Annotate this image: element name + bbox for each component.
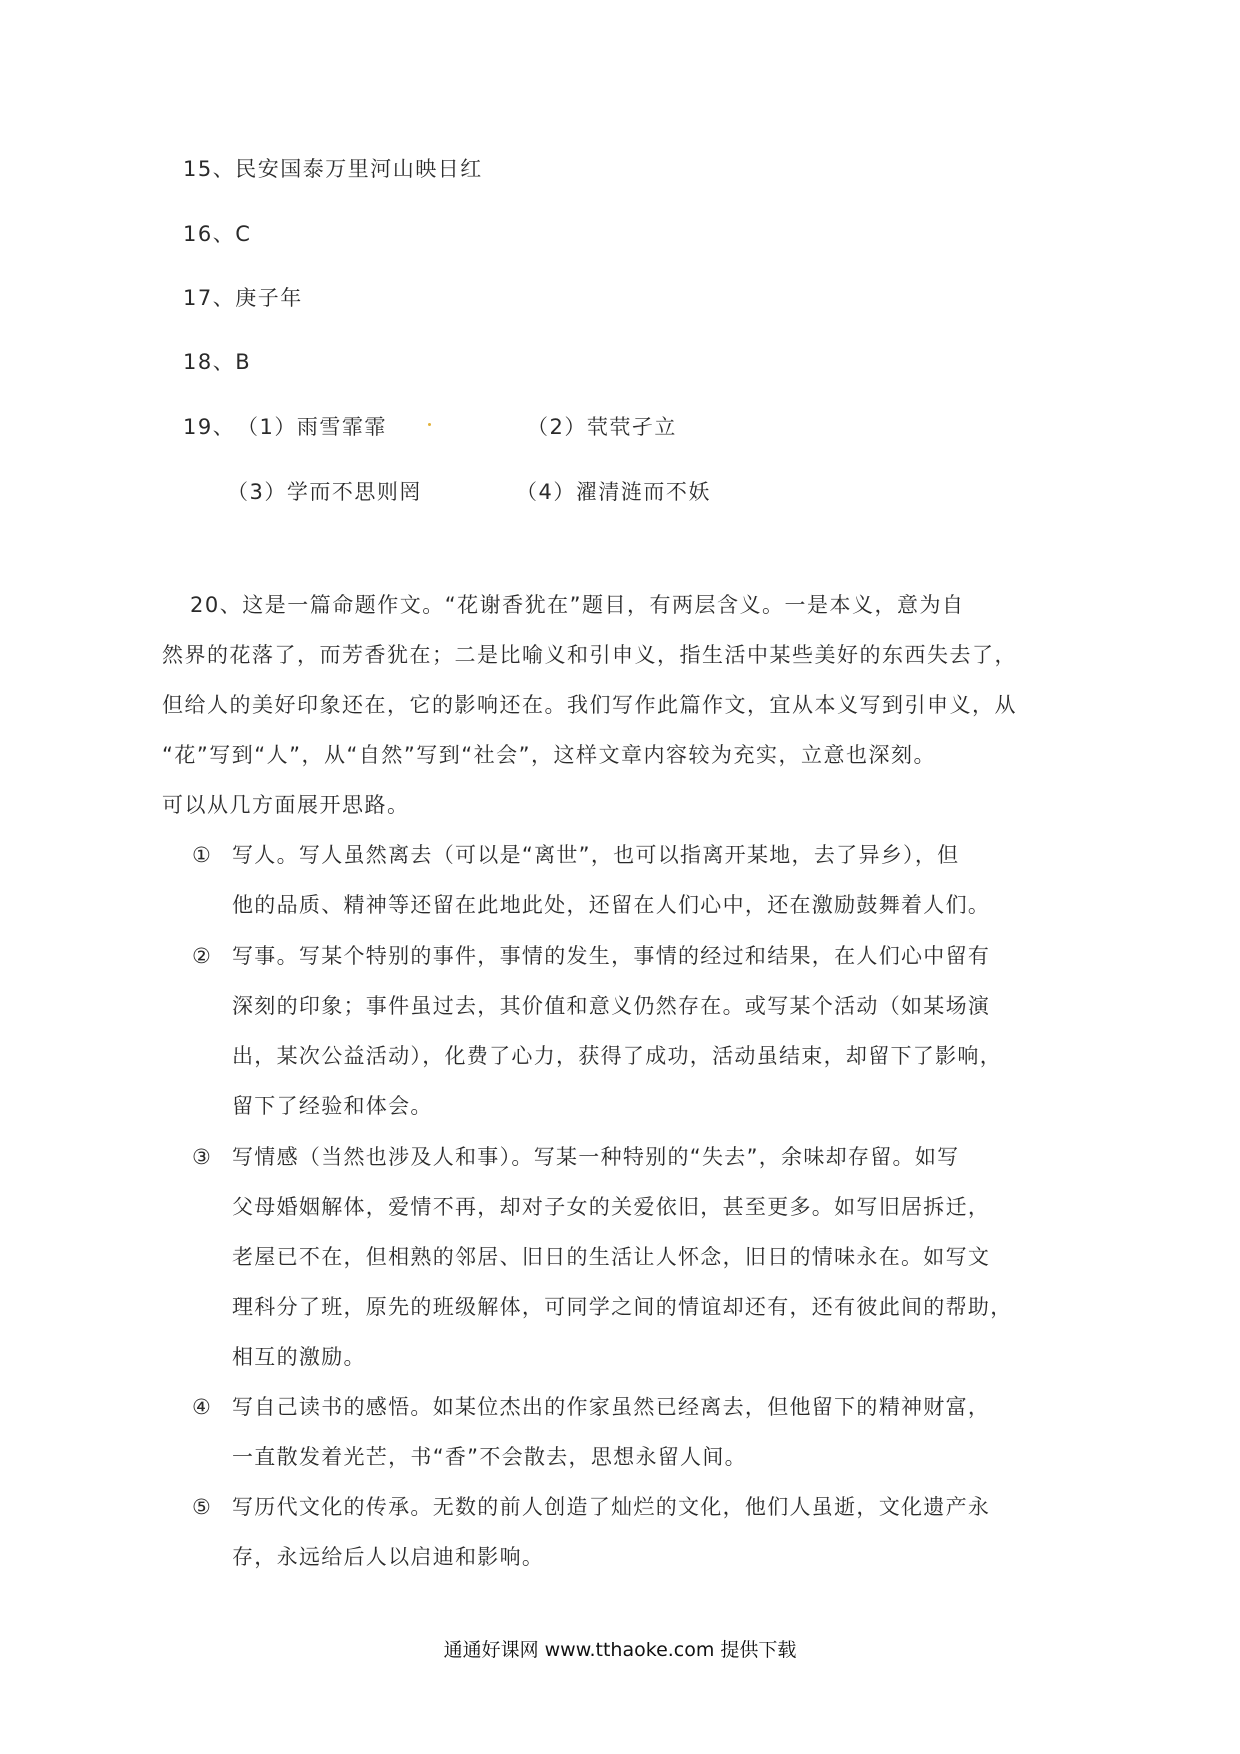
item-3-line-4: 理科分了班，原先的班级解体，可同学之间的情谊却还有，还有彼此间的帮助， <box>232 1295 1013 1319</box>
item-5-line-2: 存，永远给后人以启迪和影响。 <box>232 1545 545 1569</box>
item-3-marker: ③ <box>192 1145 211 1169</box>
essay-intro-line-2: 然界的花落了，而芳香犹在；二是比喻义和引申义，指生活中某些美好的东西失去了， <box>162 643 1017 667</box>
item-3-line-5: 相互的激励。 <box>232 1345 366 1369</box>
answer-19-number: 19、 <box>183 415 236 439</box>
answer-19-part-4: （4）濯清涟而不妖 <box>516 480 711 504</box>
footer-download-note: 通通好课网 www.tthaoke.com 提供下载 <box>443 1639 797 1661</box>
answer-18: 18、B <box>183 350 252 374</box>
answer-19-part-3: （3）学而不思则罔 <box>227 480 422 504</box>
item-3-line-1: 写情感（当然也涉及人和事）。写某一种特别的“失去”，余味却存留。如写 <box>232 1145 960 1169</box>
essay-intro-line-4: “花”写到“人”，从“自然”写到“社会”，这样文章内容较为充实，立意也深刻。 <box>162 743 937 767</box>
item-3-line-3: 老屋已不在，但相熟的邻居、旧日的生活让人怀念，旧日的情味永在。如写文 <box>232 1245 991 1269</box>
item-4-marker: ④ <box>192 1395 211 1419</box>
item-3-line-2: 父母婚姻解体，爱情不再，却对子女的关爱依旧，甚至更多。如写旧居拆迁， <box>232 1195 991 1219</box>
answer-17: 17、庚子年 <box>183 286 303 310</box>
item-2-line-1: 写事。写某个特别的事件，事情的发生，事情的经过和结果，在人们心中留有 <box>232 944 991 968</box>
answer-19-part-2: （2）茕茕孑立 <box>527 415 677 439</box>
item-1-line-1: 写人。写人虽然离去（可以是“离世”，也可以指离开某地，去了异乡），但 <box>232 843 960 867</box>
answer-16: 16、C <box>183 222 252 246</box>
item-2-line-4: 留下了经验和体会。 <box>232 1094 433 1118</box>
item-1-marker: ① <box>192 843 211 867</box>
essay-intro-line-3: 但给人的美好印象还在，它的影响还在。我们写作此篇作文，宜从本义写到引申义，从 <box>162 693 1017 717</box>
item-2-marker: ② <box>192 944 211 968</box>
essay-intro-line-1: 20、这是一篇命题作文。“花谢香犹在”题目，有两层含义。一是本义，意为自 <box>190 593 965 617</box>
item-4-line-2: 一直散发着光芒，书“香”不会散去，思想永留人间。 <box>232 1445 747 1469</box>
item-5-line-1: 写历代文化的传承。无数的前人创造了灿烂的文化，他们人虽逝，文化遗产永 <box>232 1495 991 1519</box>
stray-dot <box>428 423 431 426</box>
item-4-line-1: 写自己读书的感悟。如某位杰出的作家虽然已经离去，但他留下的精神财富， <box>232 1395 991 1419</box>
item-1-line-2: 他的品质、精神等还留在此地此处，还留在人们心中，还在激励鼓舞着人们。 <box>232 893 991 917</box>
item-5-marker: ⑤ <box>192 1495 211 1519</box>
item-2-line-3: 出，某次公益活动），化费了心力，获得了成功，活动虽结束，却留下了影响， <box>232 1044 1002 1068</box>
answer-15: 15、民安国泰万里河山映日红 <box>183 157 483 181</box>
essay-intro-line-5: 可以从几方面展开思路。 <box>162 793 410 817</box>
answer-19-part-1: （1）雨雪霏霏 <box>237 415 387 439</box>
item-2-line-2: 深刻的印象；事件虽过去，其价值和意义仍然存在。或写某个活动（如某场演 <box>232 994 991 1018</box>
